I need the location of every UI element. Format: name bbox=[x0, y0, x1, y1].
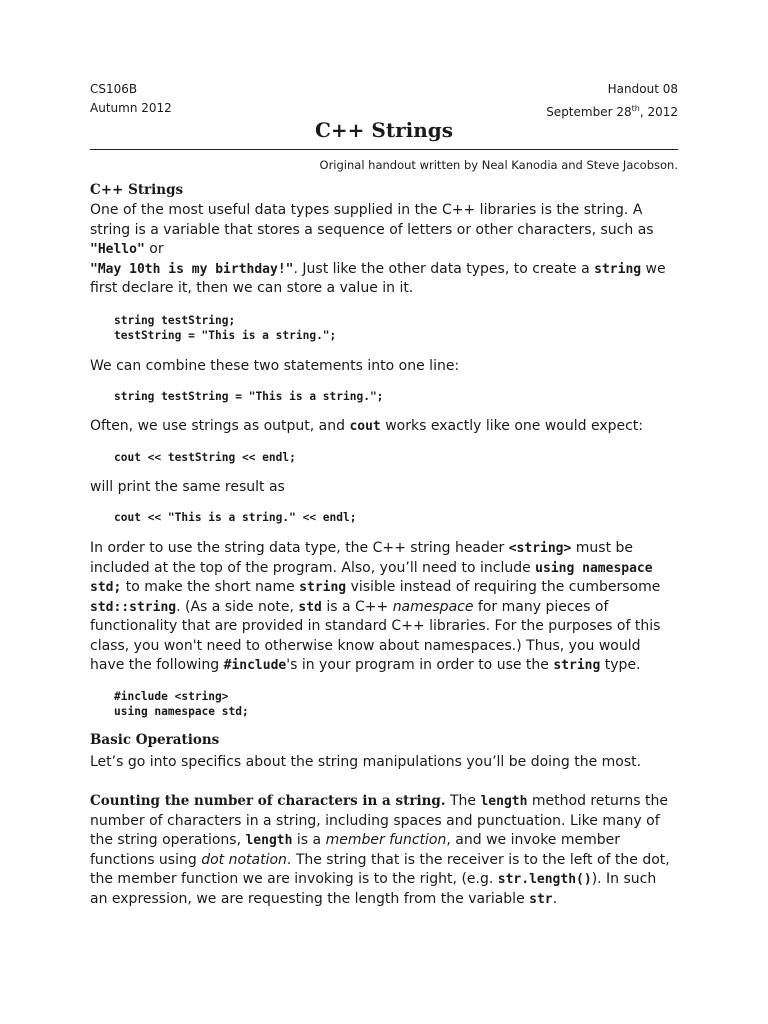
paragraph-header-include: In order to use the string data type, the C++ string header <string> must be included at the top of the program. Also, you’ll need to include using namespace std; to make the short name string visible instead of requiring the cumbersome std::string. (As a side note, std is a C++ namespace for many pieces of functionality that are provided in standard C++ libraries. For the purposes of this class, you won't need to otherwise know about namespaces.) Thus, you would have the following #include's in your program in order to use the string type. bbox=[90, 540, 661, 673]
date-year: , 2012 bbox=[639, 105, 678, 119]
paragraph-length: Counting the number of characters in a string. The length method returns the number of characters in a string, including spaces and punctuation. Like many of the string operations, length is a member function, and we invoke member functions using dot notation. The string that is the receiver is to the left of the dot, the member function we are invoking is to the right, (e.g. str.length()). In such an expression, we are requesting the length from the variable str. bbox=[90, 793, 670, 907]
code-block-combined: string testString = "This is a string."; bbox=[114, 390, 384, 403]
title-rule bbox=[90, 149, 678, 150]
code-block-include: #include <string> using namespace std; bbox=[114, 689, 249, 718]
date-text: September 28 bbox=[546, 105, 632, 119]
paragraph-output: Often, we use strings as output, and cout works exactly like one would expect: bbox=[90, 418, 644, 434]
handout-number: Handout 08 bbox=[607, 82, 678, 96]
section-heading-basic-operations: Basic Operations bbox=[90, 731, 220, 748]
date bbox=[546, 99, 678, 122]
paragraph-combine: We can combine these two statements into one line: bbox=[90, 357, 460, 374]
paragraph-specifics: Let’s go into specifics about the string manipulations you’ll be doing the most. bbox=[90, 753, 642, 770]
page-title: C++ Strings bbox=[315, 118, 453, 142]
code-block-cout: cout << testString << endl; bbox=[114, 450, 296, 464]
code-block-cout-literal: cout << "This is a string." << endl; bbox=[114, 511, 357, 524]
paragraph-intro: One of the most useful data types supplied in the C++ libraries is the string. A string is a variable that stores a sequence of letters or other characters, such as "Hello" or "May 10th is my birthday!". Just like the other data types, to create a string we first declare it, then we can store a value in it. bbox=[90, 202, 666, 296]
document-page bbox=[90, 80, 678, 909]
term: Autumn 2012 bbox=[90, 101, 172, 115]
byline: Original handout written by Neal Kanodia and Steve Jacobson. bbox=[319, 158, 678, 172]
paragraph-same-result: will print the same result as bbox=[90, 478, 285, 495]
code-block-declare: string testString; testString = "This is a string."; bbox=[114, 313, 337, 342]
header-row-1 bbox=[90, 80, 678, 99]
course-code: CS106B bbox=[90, 82, 138, 96]
date-suffix: th bbox=[631, 104, 640, 113]
section-heading-strings: C++ Strings bbox=[90, 182, 184, 198]
